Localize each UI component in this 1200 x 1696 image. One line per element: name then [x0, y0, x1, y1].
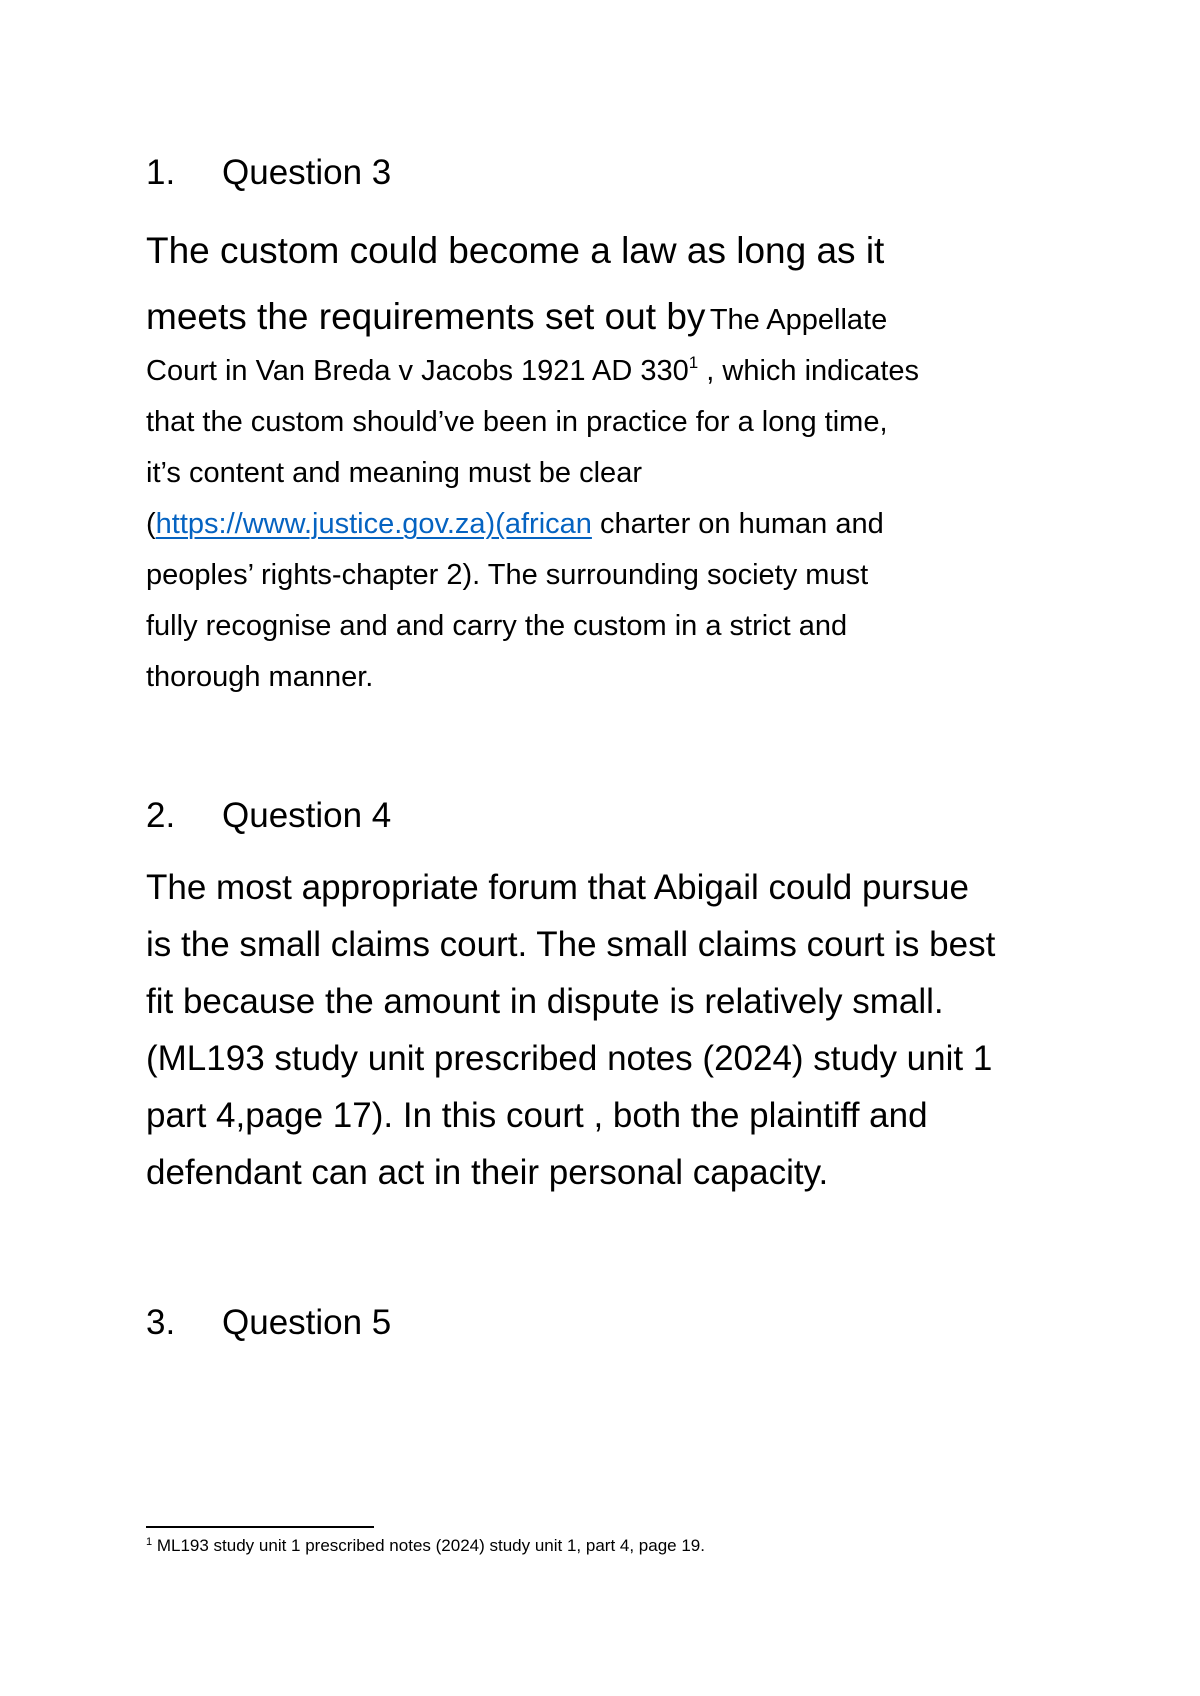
question-title: Question 4 [222, 796, 392, 835]
text-line: it’s content and meaning must be clear [146, 457, 642, 489]
text-line: peoples’ rights-chapter 2). The surrounding society must [146, 559, 869, 591]
text-line: fit because the amount in dispute is relatively small. [146, 982, 944, 1021]
text-span: The Appellate [709, 304, 888, 336]
question-title: Question 3 [222, 153, 392, 192]
text-line: The most appropriate forum that Abigail could pursue [146, 868, 969, 907]
footnote-text: ML193 study unit 1 prescribed notes (2024) study unit 1, part 4, page 19. [152, 1536, 705, 1555]
question-heading [146, 152, 391, 194]
text-line: thorough manner. [146, 661, 374, 693]
footnote-reference[interactable]: 1 [688, 353, 699, 372]
footnote-marker: 1 [146, 1536, 153, 1548]
question-heading [146, 795, 391, 837]
text-line [146, 508, 884, 541]
text-line [146, 355, 919, 388]
text-span: meets the requirements set out by [146, 296, 706, 337]
footnote [146, 1536, 705, 1556]
text-span: ( [146, 508, 156, 540]
text-line: fully recognise and and carry the custom in a strict and [146, 610, 848, 642]
list-number: 1. [146, 153, 176, 192]
text-line: that the custom should’ve been in practice for a long time, [146, 406, 888, 438]
question-heading [146, 1302, 391, 1344]
list-number: 3. [146, 1303, 176, 1342]
text-line: The custom could become a law as long as it [146, 230, 885, 271]
text-line: is the small claims court. The small claims court is best [146, 925, 996, 964]
footnote-separator [146, 1526, 374, 1528]
text-line: defendant can act in their personal capacity. [146, 1153, 829, 1192]
justice-gov-link[interactable]: https://www.justice.gov.za)(african [155, 508, 592, 540]
text-span: , which indicates [698, 355, 920, 387]
text-span: Court in Van Breda v Jacobs 1921 AD 330 [146, 355, 689, 387]
list-number: 2. [146, 796, 176, 835]
text-line: part 4,page 17). In this court , both the plaintiff and [146, 1096, 928, 1135]
question-title: Question 5 [222, 1303, 392, 1342]
text-span: charter on human and [591, 508, 884, 540]
text-line: (ML193 study unit prescribed notes (2024) study unit 1 [146, 1039, 993, 1078]
text-line [146, 296, 887, 338]
